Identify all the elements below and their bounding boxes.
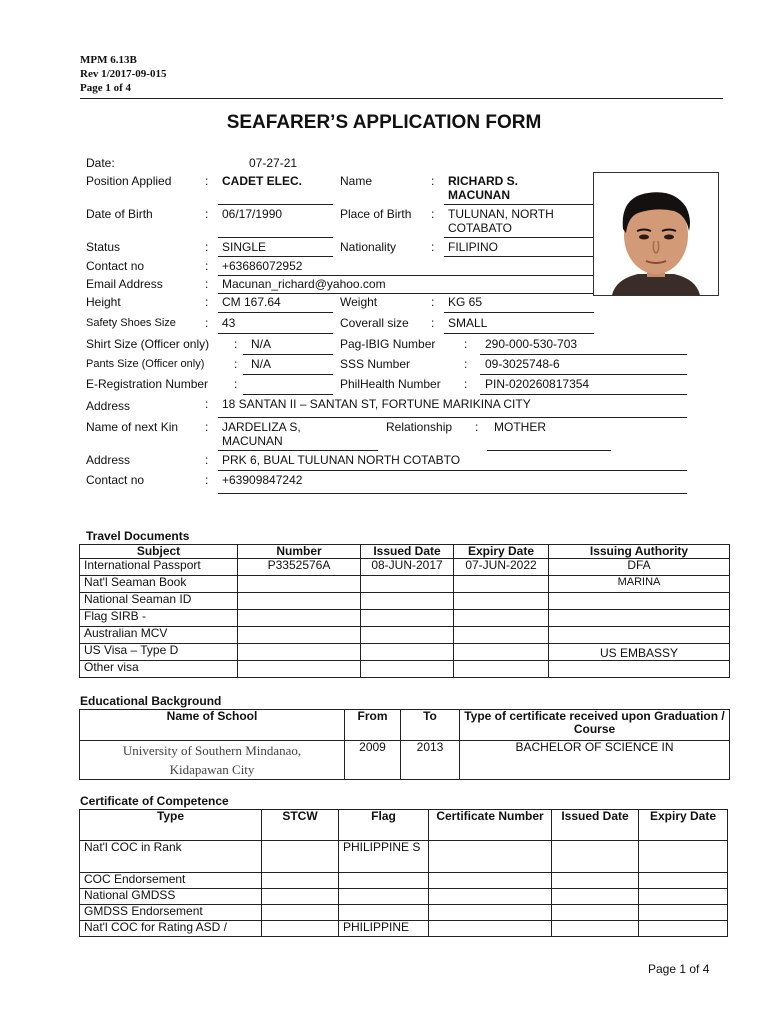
table-cell — [454, 644, 549, 661]
table-cell: Flag SIRB - — [80, 610, 238, 627]
dob-value: 06/17/1990 — [222, 207, 283, 221]
school-name-cell — [80, 741, 345, 780]
table-cell: National Seaman ID — [80, 593, 238, 610]
kin-contact-underline — [218, 493, 687, 494]
form-code: MPM 6.13B — [80, 54, 137, 66]
dob-label: Date of Birth — [86, 207, 153, 221]
relationship-value: MOTHER — [494, 420, 546, 434]
name-underline — [444, 204, 594, 205]
sss-label: SSS Number — [340, 357, 411, 371]
relationship-underline — [487, 450, 611, 451]
table-cell — [361, 627, 454, 644]
table-cell — [549, 593, 730, 610]
weight-label: Weight — [340, 295, 378, 309]
pagibig-label: Pag-IBIG Number — [340, 337, 436, 351]
table-cell — [429, 841, 552, 873]
table-cell — [238, 644, 361, 661]
nationality-value: FILIPINO — [448, 240, 499, 254]
table-cell — [429, 889, 552, 905]
table-cell: Other visa — [80, 661, 238, 678]
table-header-row — [80, 810, 728, 841]
table-cell — [549, 610, 730, 627]
table-cell: Nat'l COC for Rating ASD / — [80, 921, 262, 937]
header-page-number: Page 1 of 4 — [80, 82, 132, 94]
weight-underline — [444, 312, 594, 313]
email-underline — [218, 293, 594, 294]
table-cell: Nat'l COC in Rank — [80, 841, 262, 873]
table-cell — [552, 921, 639, 937]
table-cell — [639, 905, 728, 921]
colon: : — [234, 377, 238, 391]
table-row — [80, 873, 728, 889]
colon: : — [431, 207, 435, 221]
table-cell: 08-JUN-2017 — [361, 559, 454, 576]
position-underline — [218, 204, 333, 205]
page-title: SEAFARER’S APPLICATION FORM — [226, 112, 542, 133]
from-year: 2009 — [345, 741, 401, 780]
email-value: Macunan_richard@yahoo.com — [222, 277, 386, 291]
table-cell — [262, 905, 339, 921]
table-cell: Nat'l Seaman Book — [80, 576, 238, 593]
table-cell — [262, 841, 339, 873]
kin-label: Name of next Kin — [86, 420, 179, 434]
pagibig-underline — [480, 354, 687, 355]
table-cell — [262, 873, 339, 889]
table-cell: PHILIPPINE S — [339, 841, 429, 873]
table-cell — [429, 873, 552, 889]
pants-label: Pants Size (Officer only) — [86, 358, 205, 370]
colon: : — [205, 259, 209, 273]
table-cell — [238, 593, 361, 610]
revision-number: Rev 1/2017-09-015 — [80, 68, 167, 80]
table-row — [80, 559, 730, 576]
sss-underline — [480, 374, 687, 375]
kin-underline — [218, 450, 378, 451]
table-cell: Australian MCV — [80, 627, 238, 644]
colon: : — [234, 357, 238, 371]
table-cell — [238, 610, 361, 627]
shirt-value: N/A — [251, 337, 272, 351]
nationality-label: Nationality — [340, 240, 397, 254]
table-header-row — [80, 710, 730, 741]
philhealth-label: PhilHealth Number — [340, 377, 441, 391]
column-header: From — [345, 710, 401, 741]
kin-address-underline — [218, 470, 687, 471]
pagibig-value: 290-000-530-703 — [485, 337, 578, 351]
travel-documents-table — [79, 544, 730, 678]
sss-value: 09-3025748-6 — [485, 357, 560, 371]
dob-underline — [218, 237, 333, 238]
shirt-label: Shirt Size (Officer only) — [86, 337, 210, 351]
status-value: SINGLE — [222, 240, 267, 254]
table-row — [80, 644, 730, 661]
ereg-underline — [243, 394, 333, 395]
colon: : — [205, 207, 209, 221]
date-label: Date: — [86, 156, 115, 170]
column-header: Expiry Date — [639, 810, 728, 841]
table-cell — [454, 593, 549, 610]
table-cell — [552, 905, 639, 921]
philhealth-value: PIN-020260817354 — [485, 377, 590, 391]
column-header: Subject — [80, 545, 238, 559]
column-header: Issued Date — [552, 810, 639, 841]
table-cell: GMDSS Endorsement — [80, 905, 262, 921]
table-cell: US Visa – Type D — [80, 644, 238, 661]
shirt-underline — [243, 354, 333, 355]
column-header: STCW — [262, 810, 339, 841]
table-cell — [549, 661, 730, 678]
table-cell — [361, 593, 454, 610]
table-cell — [639, 873, 728, 889]
table-header-row — [80, 545, 730, 559]
certificate-received: BACHELOR OF SCIENCE IN — [460, 741, 730, 780]
table-cell: PHILIPPINE — [339, 921, 429, 937]
table-cell — [454, 627, 549, 644]
email-label: Email Address — [86, 277, 163, 291]
table-cell: MARINA — [549, 576, 730, 593]
table-cell — [339, 889, 429, 905]
kin-value-line1: JARDELIZA S, — [222, 420, 301, 434]
table-row — [80, 576, 730, 593]
colon: : — [475, 420, 479, 434]
table-cell — [454, 576, 549, 593]
shoes-label: Safety Shoes Size — [86, 317, 176, 329]
contact-value: +63686072952 — [222, 259, 303, 273]
competence-title: Certificate of Competence — [80, 794, 229, 808]
education-table — [79, 709, 730, 780]
table-cell: US EMBASSY — [549, 644, 730, 661]
table-cell — [454, 610, 549, 627]
position-label: Position Applied — [86, 174, 172, 188]
height-value: CM 167.64 — [222, 295, 281, 309]
table-row — [80, 921, 728, 937]
table-cell — [454, 661, 549, 678]
colon: : — [431, 174, 435, 188]
colon: : — [464, 337, 468, 351]
column-header: Type of certificate received upon Graduation / Course — [460, 710, 730, 741]
colon: : — [431, 295, 435, 309]
column-header: Certificate Number — [429, 810, 552, 841]
address-label: Address — [86, 399, 131, 413]
philhealth-underline — [480, 394, 687, 395]
competence-table — [79, 809, 728, 937]
table-cell — [549, 627, 730, 644]
table-cell: COC Endorsement — [80, 873, 262, 889]
table-cell: International Passport — [80, 559, 238, 576]
travel-documents-title: Travel Documents — [86, 529, 190, 543]
table-cell: P3352576A — [238, 559, 361, 576]
pob-underline — [444, 237, 594, 238]
address-underline — [218, 417, 687, 418]
pob-value-line2: COTABATO — [448, 221, 513, 235]
table-cell — [429, 905, 552, 921]
to-year: 2013 — [401, 741, 460, 780]
kin-value-line2: MACUNAN — [222, 434, 283, 448]
school-name-line2: Kidapawan City — [169, 762, 255, 777]
address-value: 18 SANTAN II – SANTAN ST, FORTUNE MARIKINA CITY — [222, 397, 531, 411]
colon: : — [205, 295, 209, 309]
weight-value: KG 65 — [448, 295, 483, 309]
table-cell: DFA — [549, 559, 730, 576]
kin-contact-value: +63909847242 — [222, 473, 303, 487]
colon: : — [431, 240, 435, 254]
table-cell — [262, 921, 339, 937]
table-cell — [552, 841, 639, 873]
height-label: Height — [86, 295, 121, 309]
name-label: Name — [340, 174, 373, 188]
table-row — [80, 627, 730, 644]
coverall-label: Coverall size — [340, 316, 409, 330]
ereg-label: E-Registration Number — [86, 377, 209, 391]
table-row — [80, 841, 728, 873]
column-header: Number — [238, 545, 361, 559]
education-title: Educational Background — [80, 694, 222, 708]
shoes-underline — [218, 333, 333, 334]
colon: : — [464, 357, 468, 371]
name-value-line2: MACUNAN — [448, 188, 510, 202]
pob-value-line1: TULUNAN, NORTH — [448, 207, 554, 221]
contact-label: Contact no — [86, 259, 145, 273]
status-underline — [218, 256, 333, 257]
table-row — [80, 741, 730, 780]
shoes-value: 43 — [222, 316, 236, 330]
table-cell — [361, 644, 454, 661]
column-header: Type — [80, 810, 262, 841]
table-cell — [639, 921, 728, 937]
table-cell — [262, 889, 339, 905]
column-header: Expiry Date — [454, 545, 549, 559]
relationship-label: Relationship — [386, 420, 453, 434]
column-header: Flag — [339, 810, 429, 841]
date-value: 07-27-21 — [249, 156, 298, 170]
table-cell — [339, 905, 429, 921]
nationality-underline — [444, 256, 594, 257]
table-row — [80, 593, 730, 610]
applicant-photo — [593, 172, 719, 296]
coverall-underline — [444, 333, 594, 334]
table-cell — [552, 873, 639, 889]
table-cell — [639, 889, 728, 905]
table-cell — [639, 841, 728, 873]
table-row — [80, 661, 730, 678]
table-cell: 07-JUN-2022 — [454, 559, 549, 576]
school-name-line1: University of Southern Mindanao, — [122, 743, 302, 758]
table-row — [80, 905, 728, 921]
table-row — [80, 610, 730, 627]
name-value-line1: RICHARD S. — [448, 174, 519, 188]
table-row — [80, 889, 728, 905]
colon: : — [464, 377, 468, 391]
footer-page-number: Page 1 of 4 — [648, 962, 710, 976]
height-underline — [218, 312, 333, 313]
colon: : — [205, 473, 209, 487]
pants-value: N/A — [251, 357, 272, 371]
header-divider — [80, 98, 723, 99]
kin-contact-label: Contact no — [86, 473, 145, 487]
position-value: CADET ELEC. — [222, 174, 303, 188]
colon: : — [234, 337, 238, 351]
kin-address-value: PRK 6, BUAL TULUNAN NORTH COTABTO — [222, 453, 461, 467]
column-header: To — [401, 710, 460, 741]
table-cell — [361, 661, 454, 678]
colon: : — [205, 420, 209, 434]
column-header: Issuing Authority — [549, 545, 730, 559]
pob-label: Place of Birth — [340, 207, 412, 221]
table-cell — [552, 889, 639, 905]
table-cell — [238, 661, 361, 678]
column-header: Name of School — [80, 710, 345, 741]
kin-address-label: Address — [86, 453, 131, 467]
table-cell — [238, 576, 361, 593]
colon: : — [205, 453, 209, 467]
portrait-image — [594, 173, 718, 295]
colon: : — [205, 316, 209, 330]
table-cell — [361, 576, 454, 593]
colon: : — [205, 397, 209, 411]
colon: : — [205, 174, 209, 188]
contact-underline — [218, 275, 594, 276]
pants-underline — [243, 374, 333, 375]
table-cell: National GMDSS — [80, 889, 262, 905]
table-cell — [238, 627, 361, 644]
status-label: Status — [86, 240, 121, 254]
column-header: Issued Date — [361, 545, 454, 559]
colon: : — [205, 277, 209, 291]
colon: : — [431, 316, 435, 330]
coverall-value: SMALL — [448, 316, 488, 330]
table-cell — [339, 873, 429, 889]
table-cell — [429, 921, 552, 937]
table-cell — [361, 610, 454, 627]
colon: : — [205, 240, 209, 254]
